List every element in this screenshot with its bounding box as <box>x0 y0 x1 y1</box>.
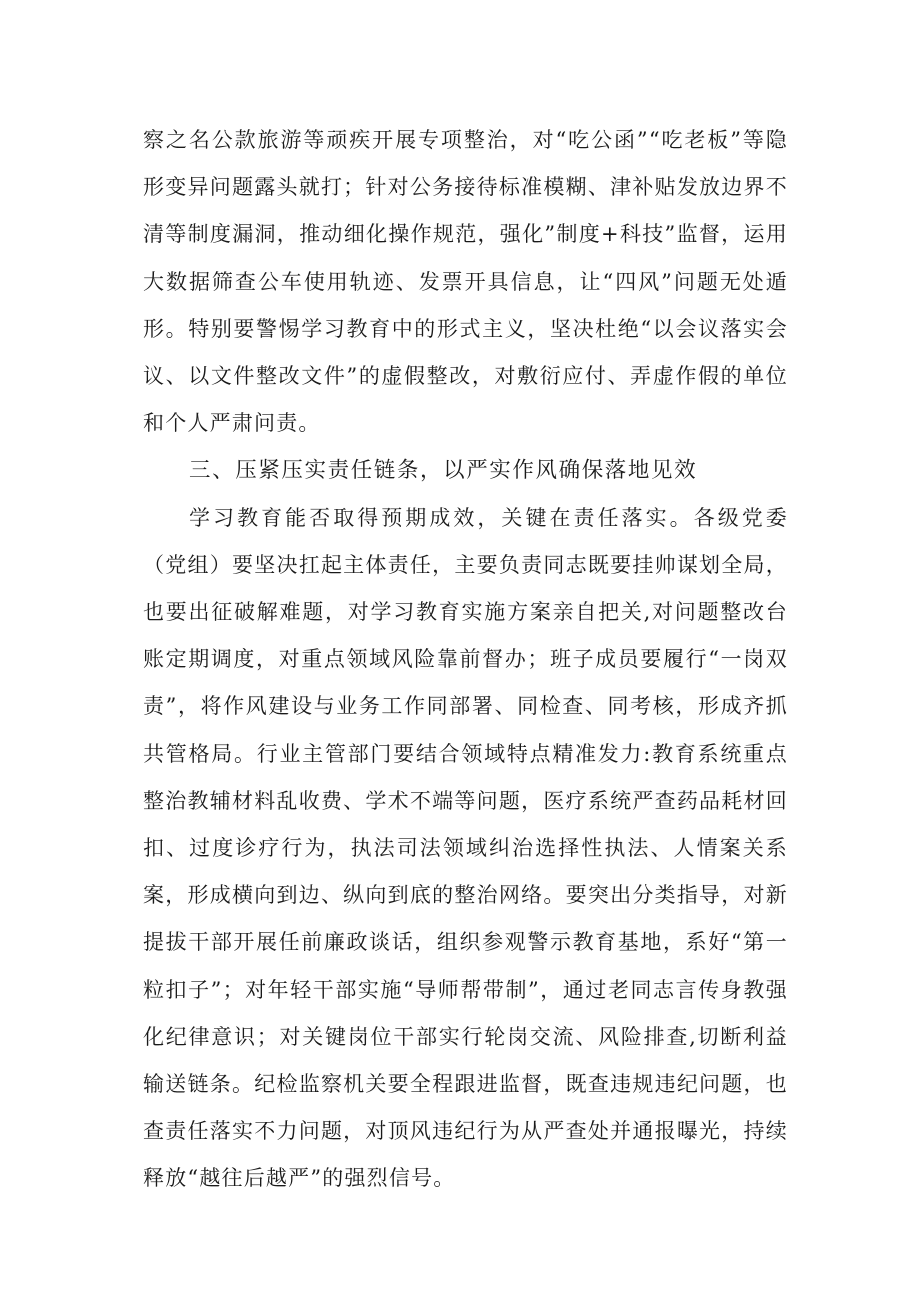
section-heading: 三、压紧压实责任链条，以严实作风确保落地见效 <box>189 458 698 484</box>
document-body <box>143 117 788 1203</box>
continued-paragraph: 察之名公款旅游等顽疾开展专项整治，对“吃公函”“吃老板”等隐形变异问题露头就打；针对公务接待标准模糊、津补贴发放边界不清等制度漏洞，推动细化操作规范，强化”制度+科技”监督，运用大数据筛查公车使用轨迹、发票开具信息，让“四风”问题无处遁形。特别要警惕学习教育中的形式主义，坚决杜绝“以会议落实会议、以文件整改文件”的虚假整改，对敷衍应付、弄虚作假的单位和个人严肃问责。 <box>143 128 788 436</box>
body-paragraph: 学习教育能否取得预期成效，关键在责任落实。各级党委（党组）要坚决扛起主体责任，主要负责同志既要挂帅谋划全局，也要出征破解难题，对学习教育实施方案亲自把关,对问题整改台账定期调度，对重点领域风险靠前督办；班子成员要履行“一岗双责”，将作风建设与业务工作同部署、同检查、同考核，形成齐抓共管格局。行业主管部门要结合领域特点精准发力:教育系统重点整治教辅材料乱收费、学术不端等问题，医疗系统严查药品耗材回扣、过度诊疗行为，执法司法领域纠治选择性执法、人情案关系案，形成横向到边、纵向到底的整治网络。要突出分类指导，对新提拔干部开展任前廉政谈话，组织参观警示教育基地，系好“第一粒扣子”；对年轻干部实施“导师帮带制”，通过老同志言传身教强化纪律意识；对关键岗位干部实行轮岗交流、风险排查,切断利益输送链条。纪检监察机关要全程跟进监督，既查违规违纪问题，也查责任落实不力问题，对顶风违纪行为从严查处并通报曝光，持续释放“越往后越严”的强烈信号。 <box>143 505 788 1191</box>
